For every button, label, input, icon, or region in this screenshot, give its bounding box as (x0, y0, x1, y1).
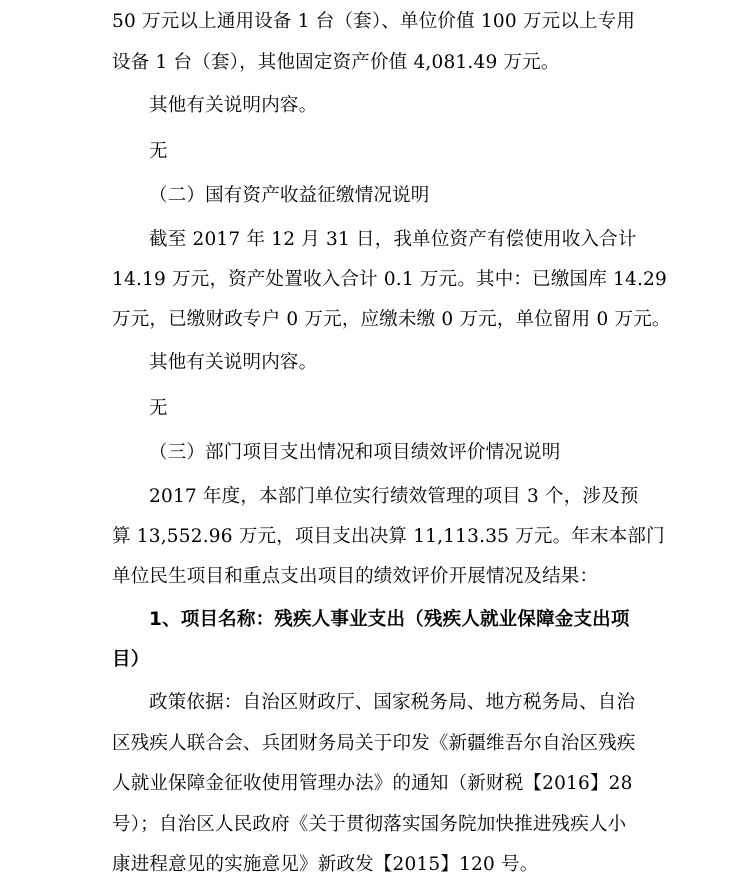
paragraph-line: 50 万元以上通用设备 1 台（套）、单位价值 100 万元以上专用 (112, 11, 636, 32)
paragraph-line: 人就业保障金征收使用管理办法》的通知（新财税【2016】28 (112, 773, 633, 794)
paragraph-line: 算 13,552.96 万元，项目支出决算 11,113.35 万元。年末本部门 (112, 526, 665, 547)
paragraph-line: 2017 年度，本部门单位实行绩效管理的项目 3 个，涉及预 (149, 486, 639, 507)
paragraph-line: 设备 1 台（套），其他固定资产价值 4,081.49 万元。 (112, 52, 560, 73)
paragraph-line: 号）；自治区人民政府《关于贯彻落实国务院加快推进残疾人小 (112, 814, 627, 835)
paragraph-line: 区残疾人联合会、兵团财务局关于印发《新疆维吾尔自治区残疾 (112, 733, 636, 754)
project-heading: 目） (112, 649, 150, 670)
paragraph-line: 14.19 万元，资产处置收入合计 0.1 万元。其中：已缴国库 14.29 (112, 269, 667, 290)
paragraph-line: 其他有关说明内容。 (149, 95, 318, 116)
section-heading: （三）部门项目支出情况和项目绩效评价情况说明 (149, 442, 561, 463)
paragraph-line: 其他有关说明内容。 (149, 352, 318, 373)
paragraph-line: 单位民生项目和重点支出项目的绩效评价开展情况及结果： (112, 566, 599, 587)
paragraph-line: 无 (149, 398, 168, 419)
section-heading: （二）国有资产收益征缴情况说明 (149, 185, 430, 206)
paragraph-line: 无 (149, 141, 168, 162)
project-heading: 1、项目名称：残疾人事业支出（残疾人就业保障金支出项 (149, 609, 630, 630)
paragraph-line: 万元，已缴财政专户 0 万元，应缴未缴 0 万元，单位留用 0 万元。 (112, 309, 671, 330)
paragraph-line: 康进程意见的实施意见》新政发【2015】120 号。 (112, 854, 539, 875)
paragraph-line: 政策依据：自治区财政厅、国家税务局、地方税务局、自治 (149, 692, 636, 713)
paragraph-line: 截至 2017 年 12 月 31 日，我单位资产有偿使用收入合计 (149, 229, 637, 250)
